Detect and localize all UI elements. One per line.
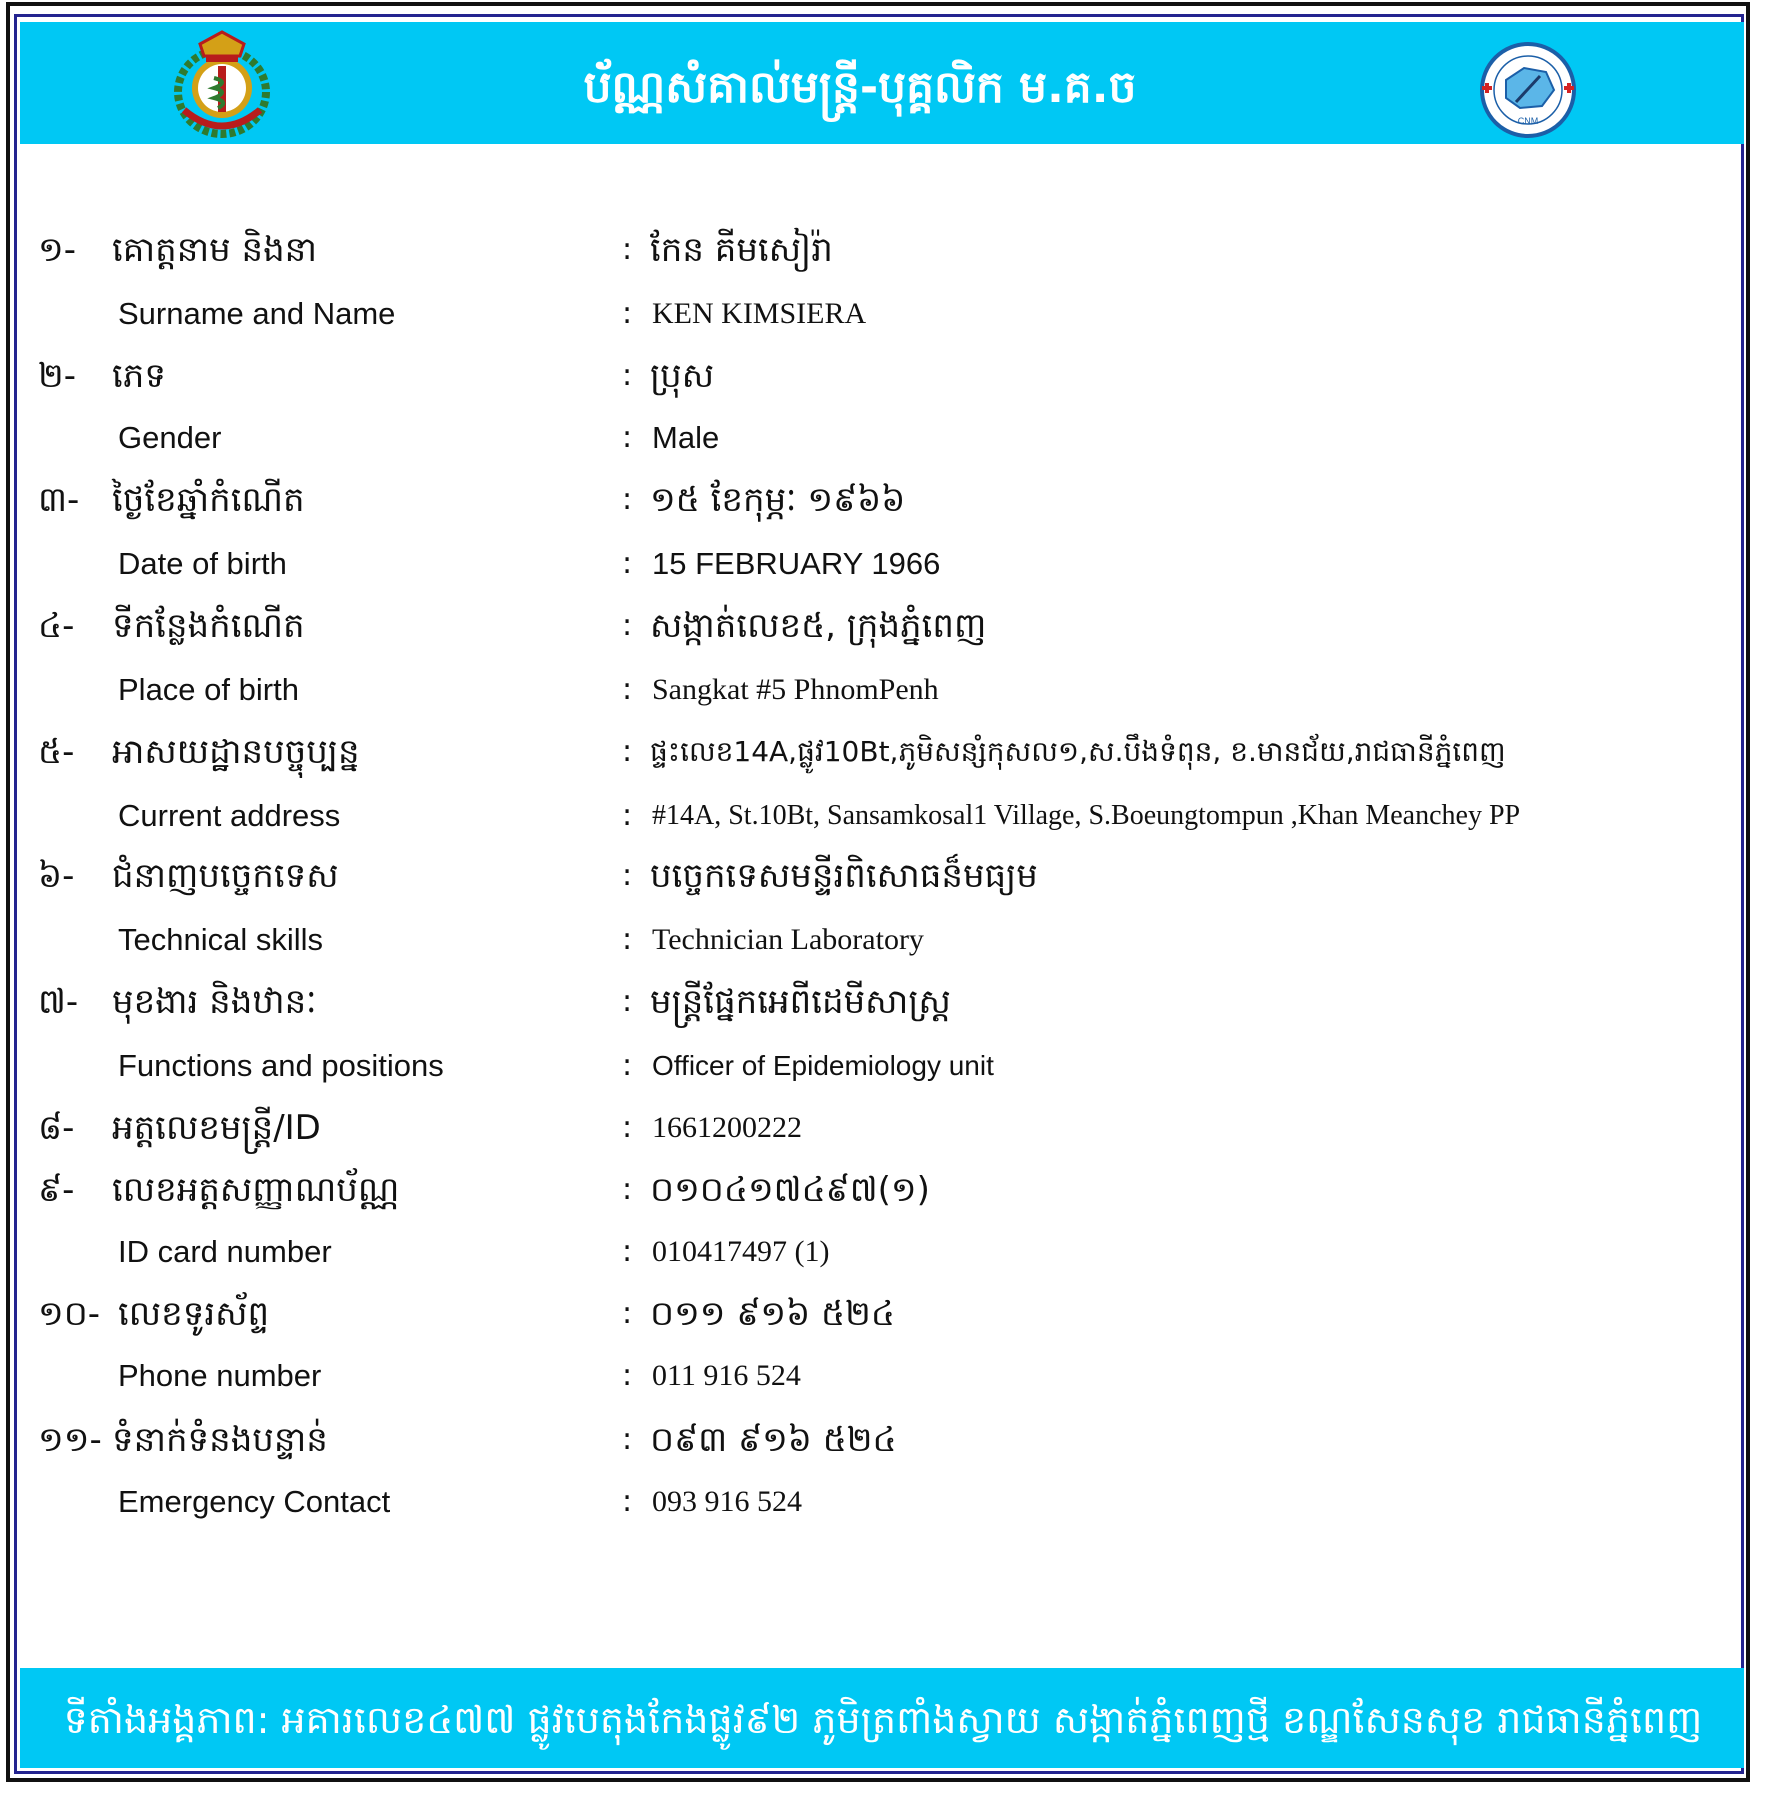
colon: : [622, 1048, 633, 1083]
field-value-en: Male [652, 420, 720, 455]
field-label-en: Emergency Contact [118, 1484, 391, 1519]
field-label-en: Functions and positions [118, 1048, 444, 1083]
field-row-pob-kh [0, 596, 1771, 656]
footer-address: ទីតាំងអង្គភាព: អគារលេខ៤៧៧ ផ្លូវបេតុងកែងផ្លូវ៩២ ភូមិត្រពាំងស្វាយ សង្កាត់ភ្នំពេញថ្មី ខណ្ឌសែនសុខ រាជធានីភ្នំពេញ [63, 1698, 1703, 1742]
colon: : [622, 1422, 633, 1457]
field-row-position-kh [0, 972, 1771, 1032]
colon: : [622, 296, 633, 331]
field-row-phone-en [0, 1346, 1771, 1406]
svg-text:CNM: CNM [1517, 116, 1539, 126]
field-label-kh: ទីកន្លែងកំណើត [112, 606, 305, 646]
field-number: ៧- [38, 982, 79, 1022]
field-row-phone-kh [0, 1284, 1771, 1344]
field-value-en: Technician Laboratory [652, 923, 924, 956]
field-label-kh: មុខងារ និងឋានៈ [112, 982, 317, 1022]
field-row-idcard-kh [0, 1160, 1771, 1220]
colon: : [622, 420, 633, 455]
field-value-kh: ០៩៣ ៩១៦ ៥២៤ [650, 1420, 897, 1460]
ministry-emblem-icon [170, 30, 275, 140]
field-row-staff-id [0, 1098, 1771, 1158]
field-number: ២- [38, 356, 77, 396]
field-row-gender-en [0, 408, 1771, 468]
colon: : [622, 1484, 633, 1519]
field-value-en: 15 FEBRUARY 1966 [652, 546, 941, 581]
field-row-dob-en [0, 534, 1771, 594]
field-label-en: ID card number [118, 1234, 332, 1269]
field-label-en: Phone number [118, 1358, 322, 1393]
field-value-en: Officer of Epidemiology unit [652, 1050, 994, 1081]
field-label-kh: ថ្ងៃខែឆ្នាំកំណើត [112, 480, 305, 520]
colon: : [622, 358, 633, 393]
field-number: ៨- [38, 1108, 75, 1148]
field-row-name-en [0, 284, 1771, 344]
card-title: ប័ណ្ណសំគាល់មន្ត្រី-បុគ្គលិក ម.គ.ច [583, 62, 1137, 113]
field-number: ៤- [38, 606, 75, 646]
colon: : [622, 672, 633, 707]
field-label-en: Surname and Name [118, 296, 396, 331]
field-row-address-kh [0, 722, 1771, 782]
field-label-en: Place of birth [118, 672, 299, 707]
field-value-kh: ០១១ ៩១៦ ៥២៤ [650, 1294, 895, 1334]
field-label-en: Technical skills [118, 922, 324, 957]
field-value-en: 011 916 524 [652, 1359, 801, 1392]
field-label-kh: ភេទ [112, 356, 166, 396]
field-row-emergency-en [0, 1472, 1771, 1532]
colon: : [622, 232, 633, 267]
field-row-address-en [0, 786, 1771, 846]
field-value-kh: ប្រុស [650, 356, 715, 396]
field-label-kh: អត្តលេខមន្ត្រី/ID [112, 1108, 321, 1148]
field-row-dob-kh [0, 470, 1771, 530]
field-label-kh: អាសយដ្ឋានបច្ចុប្បន្ន [112, 732, 360, 772]
field-value-kh: បច្ចេកទេសមន្ទីរពិសោធន៏មធ្យម [650, 856, 1038, 896]
colon: : [622, 482, 633, 517]
field-label-en: Current address [118, 798, 341, 833]
field-label-kh: ទំនាក់ទំនងបន្ទាន់ [112, 1420, 328, 1460]
field-row-position-en [0, 1036, 1771, 1096]
field-number: ៩- [38, 1170, 75, 1210]
cnm-logo-icon [1476, 40, 1581, 140]
colon: : [622, 1234, 633, 1269]
colon: : [622, 1296, 633, 1331]
colon: : [622, 798, 633, 833]
field-row-emergency-kh [0, 1410, 1771, 1470]
colon: : [622, 922, 633, 957]
field-label-kh: គោត្តនាម និងនា [112, 230, 318, 270]
field-number: ៥- [38, 732, 75, 772]
field-value-en: 093 916 524 [652, 1485, 802, 1518]
field-value-kh: សង្កាត់លេខ៥, ក្រុងភ្នំពេញ [650, 606, 987, 646]
field-label-en: Gender [118, 420, 222, 455]
field-row-skills-kh [0, 846, 1771, 906]
field-row-name-kh [0, 220, 1771, 280]
field-row-pob-en [0, 660, 1771, 720]
colon: : [622, 734, 633, 769]
colon: : [622, 984, 633, 1019]
field-label-en: Date of birth [118, 546, 287, 581]
field-value-kh: កែន គីមសៀរ៉ា [650, 230, 833, 270]
field-value-kh: មន្ត្រីផ្នែកអេពីដេមីសាស្ត្រ [650, 982, 951, 1022]
field-value-kh: ០១០៤១៧៤៩៧(១) [650, 1170, 930, 1210]
colon: : [622, 1358, 633, 1393]
field-number: ១- [38, 230, 77, 270]
field-value-en: #14A, St.10Bt, Sansamkosal1 Village, S.Boeungtompun ,Khan Meanchey PP [652, 800, 1521, 831]
field-value-en: Sangkat #5 PhnomPenh [652, 673, 939, 706]
field-number: ១១- [38, 1420, 102, 1460]
field-row-skills-en [0, 910, 1771, 970]
colon: : [622, 1172, 633, 1207]
field-row-idcard-en [0, 1222, 1771, 1282]
field-label-kh: ជំនាញបច្ចេកទេស [112, 856, 339, 896]
field-value-en: KEN KIMSIERA [652, 297, 867, 330]
field-value-en: 010417497 (1) [652, 1235, 830, 1268]
field-value: 1661200222 [652, 1111, 802, 1144]
colon: : [622, 546, 633, 581]
field-row-gender-kh [0, 346, 1771, 406]
field-label-kh: លេខទូរស័ព្ទ [118, 1294, 270, 1334]
field-number: ៣- [38, 480, 80, 520]
field-number: ១០- [38, 1294, 101, 1334]
colon: : [622, 1110, 633, 1145]
field-number: ៦- [38, 856, 75, 896]
colon: : [622, 858, 633, 893]
field-value-kh: ១៥ ខែកុម្ភៈ ១៩៦៦ [650, 480, 906, 520]
field-value-kh: ផ្ទះលេខ14A,ផ្លូវ10Bt,ភូមិសន្សំកុសល១,ស.បឹងទំពុន, ខ.មានជ័យ,រាជធានីភ្នំពេញ [650, 735, 1506, 768]
colon: : [622, 608, 633, 643]
field-label-kh: លេខអត្តសញ្ញាណប័ណ្ណ [112, 1170, 400, 1210]
